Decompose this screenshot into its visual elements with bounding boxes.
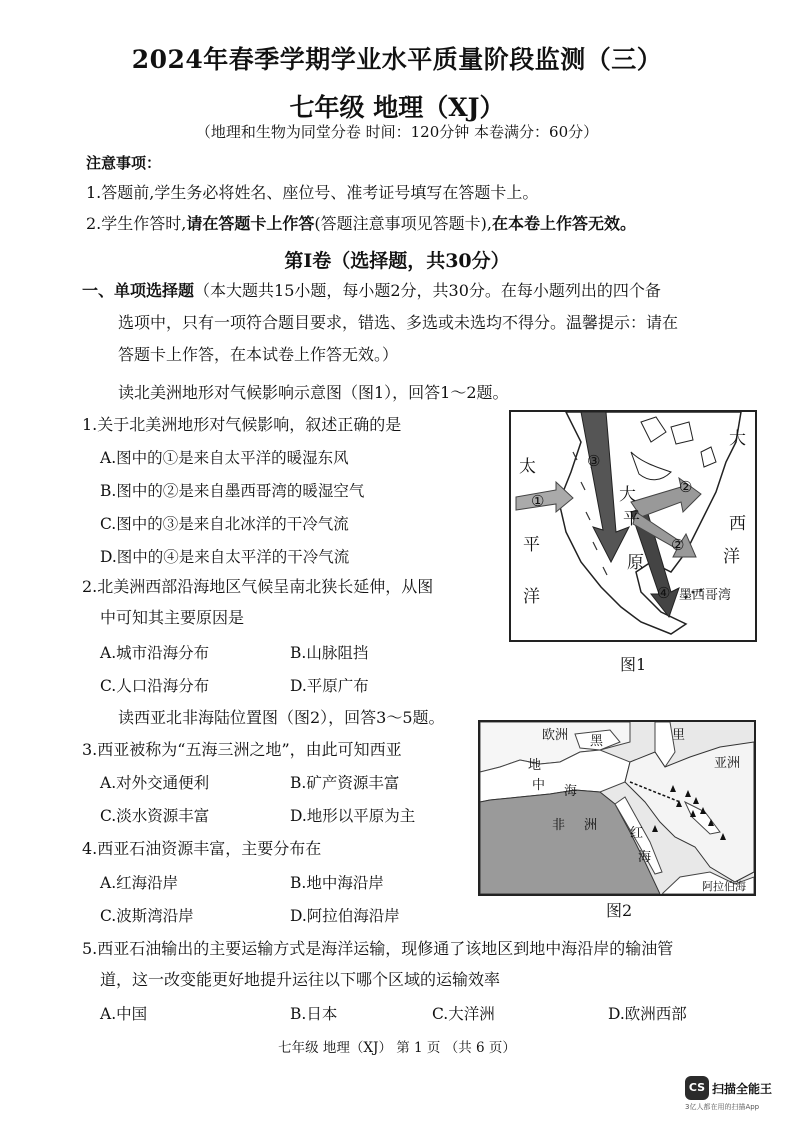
q4-option-c: C.波斯湾沿岸 [100,907,194,925]
section-instruction-line2: 选项中，只有一项符合题目要求，错选、多选或未选均不得分。温馨提示：请在 [118,313,679,332]
q2-option-c: C.人口沿海分布 [100,677,210,695]
note-item-2-c: (答题注意事项见答题卡), [314,214,492,233]
q3-stem: 3.西亚被称为“五海三洲之地”，由此可知西亚 [82,740,402,759]
q5-stem-line1: 5.西亚石油输出的主要运输方式是海洋运输，现修通了该地区到地中海沿岸的输油管 [82,939,674,958]
fig1-arrow-4: ④ [657,584,671,602]
note-item-2 [86,211,636,234]
q1-option-b: B.图中的②是来自墨西哥湾的暖湿空气 [100,482,365,500]
fig1-label-da: 大 [729,429,746,449]
q2-stem-line1: 2.北美洲西部沿海地区气候呈南北狭长延伸，从图 [82,577,434,596]
west-asia-north-africa-map-graphic [480,722,754,894]
q1-stem: 1.关于北美洲地形对气候影响，叙述正确的是 [82,415,402,434]
note-item-1: 1.答题前,学生务必将姓名、座位号、准考证号填写在答题卡上。 [86,183,539,202]
fig1-label-xi: 西 [729,514,746,534]
q5-option-c: C.大洋洲 [432,1005,495,1023]
fig2-label-europe: 欧洲 [542,728,569,743]
fig1-label-ping2: 平 [623,509,640,529]
q4-option-a: A.红海沿岸 [100,874,179,892]
q3-option-a: A.对外交通便利 [100,774,210,792]
fig1-label-mexico-gulf: 墨西哥湾 [679,588,732,603]
fig1-label-ping: 平 [523,535,540,555]
section-instruction-line1 [82,276,661,306]
fig1-arrow-3: ③ [587,452,601,470]
scanner-name: 扫描全能王 [712,1081,773,1096]
section-instruction-line3: 答题卡上作答，在本试卷上作答无效。） [118,345,399,364]
fig1-label-tai: 太 [519,457,536,477]
fig2-label-africa: 非 [552,818,566,833]
fig1-arrow-1: ① [531,492,545,510]
q2-option-b: B.山脉阻挡 [290,644,369,662]
scanner-watermark [685,1076,785,1112]
fig2-label-li: 里 [672,728,686,743]
section-line1: （本大题共15小题，每小题2分，共30分。在每小题列出的四个备 [194,281,661,300]
fig1-label-yang2: 洋 [723,547,740,567]
q1-option-c: C.图中的③是来自北冰洋的干冷气流 [100,515,349,533]
figure-1-map [509,410,757,642]
q2-stem-line2: 中可知其主要原因是 [100,608,245,627]
fig2-label-asia: 亚洲 [714,756,741,771]
q2-option-d: D.平原广布 [290,677,369,695]
q5-stem-line2: 道，这一改变能更好地提升运往以下哪个区域的运输效率 [100,970,501,989]
scanner-tagline: 3亿人都在用的扫描App [685,1103,760,1111]
camscanner-logo-icon: CS [685,1076,709,1100]
fig1-arrow-2b: ② [671,536,685,554]
fig1-label-yuan: 原 [627,553,644,573]
q4-option-b: B.地中海沿岸 [290,874,384,892]
fig2-label-di: 地 [528,758,542,773]
q1-option-d: D.图中的④是来自太平洋的干冷气流 [100,548,350,566]
fig1-arrow-2a: ② [679,478,693,496]
q5-option-b: B.日本 [290,1005,338,1023]
fig2-label-hai: 海 [564,784,578,799]
fig2-label-hong: 红 [630,826,644,841]
q3-option-b: B.矿产资源丰富 [290,774,400,792]
fig2-label-arabian-sea: 阿拉伯海 [702,880,746,893]
section-heading: 一、单项选择题 [82,281,195,300]
q5-option-d: D.欧洲西部 [608,1005,687,1023]
note-item-2-b: 请在答题卡上作答 [186,214,315,233]
exam-title: 2024年春季学期学业水平质量阶段监测（三） [131,45,663,74]
q1-option-a: A.图中的①是来自太平洋的暖湿东风 [100,449,349,467]
figure-2-map [478,720,756,896]
figure-2-caption: 图2 [606,901,633,920]
q2-option-a: A.城市沿海分布 [100,644,210,662]
q4-stem: 4.西亚石油资源丰富，主要分布在 [82,839,322,858]
fig2-label-black: 黑 [590,734,604,749]
section-title: 第Ⅰ卷（选择题，共30分） [284,250,510,272]
fig2-label-zhou: 洲 [584,818,598,833]
intro-q3-5: 读西亚北非海陆位置图（图2），回答3～5题。 [118,708,445,727]
note-item-2-a: 2.学生作答时, [86,214,187,233]
note-item-2-d: 在本卷上作答无效。 [491,214,636,233]
figure-1-caption: 图1 [620,655,647,674]
fig1-label-da2: 大 [619,485,636,505]
fig2-label-hai2: 海 [638,850,652,865]
exam-subtitle: 七年级 地理（XJ） [289,93,505,122]
page-footer: 七年级 地理（XJ） 第 1 页 （共 6 页） [278,1040,516,1056]
q4-option-d: D.阿拉伯海沿岸 [290,907,400,925]
notes-heading: 注意事项： [86,154,162,172]
fig2-label-zhong: 中 [532,778,546,793]
q5-option-a: A.中国 [100,1005,148,1023]
q3-option-c: C.淡水资源丰富 [100,807,210,825]
fig1-label-yang: 洋 [523,587,540,607]
q3-option-d: D.地形以平原为主 [290,807,416,825]
intro-q1-2: 读北美洲地形对气候影响示意图（图1），回答1～2题。 [118,383,509,402]
exam-info: （地理和生物为同堂分卷 时间：120分钟 本卷满分：60分） [195,123,599,141]
